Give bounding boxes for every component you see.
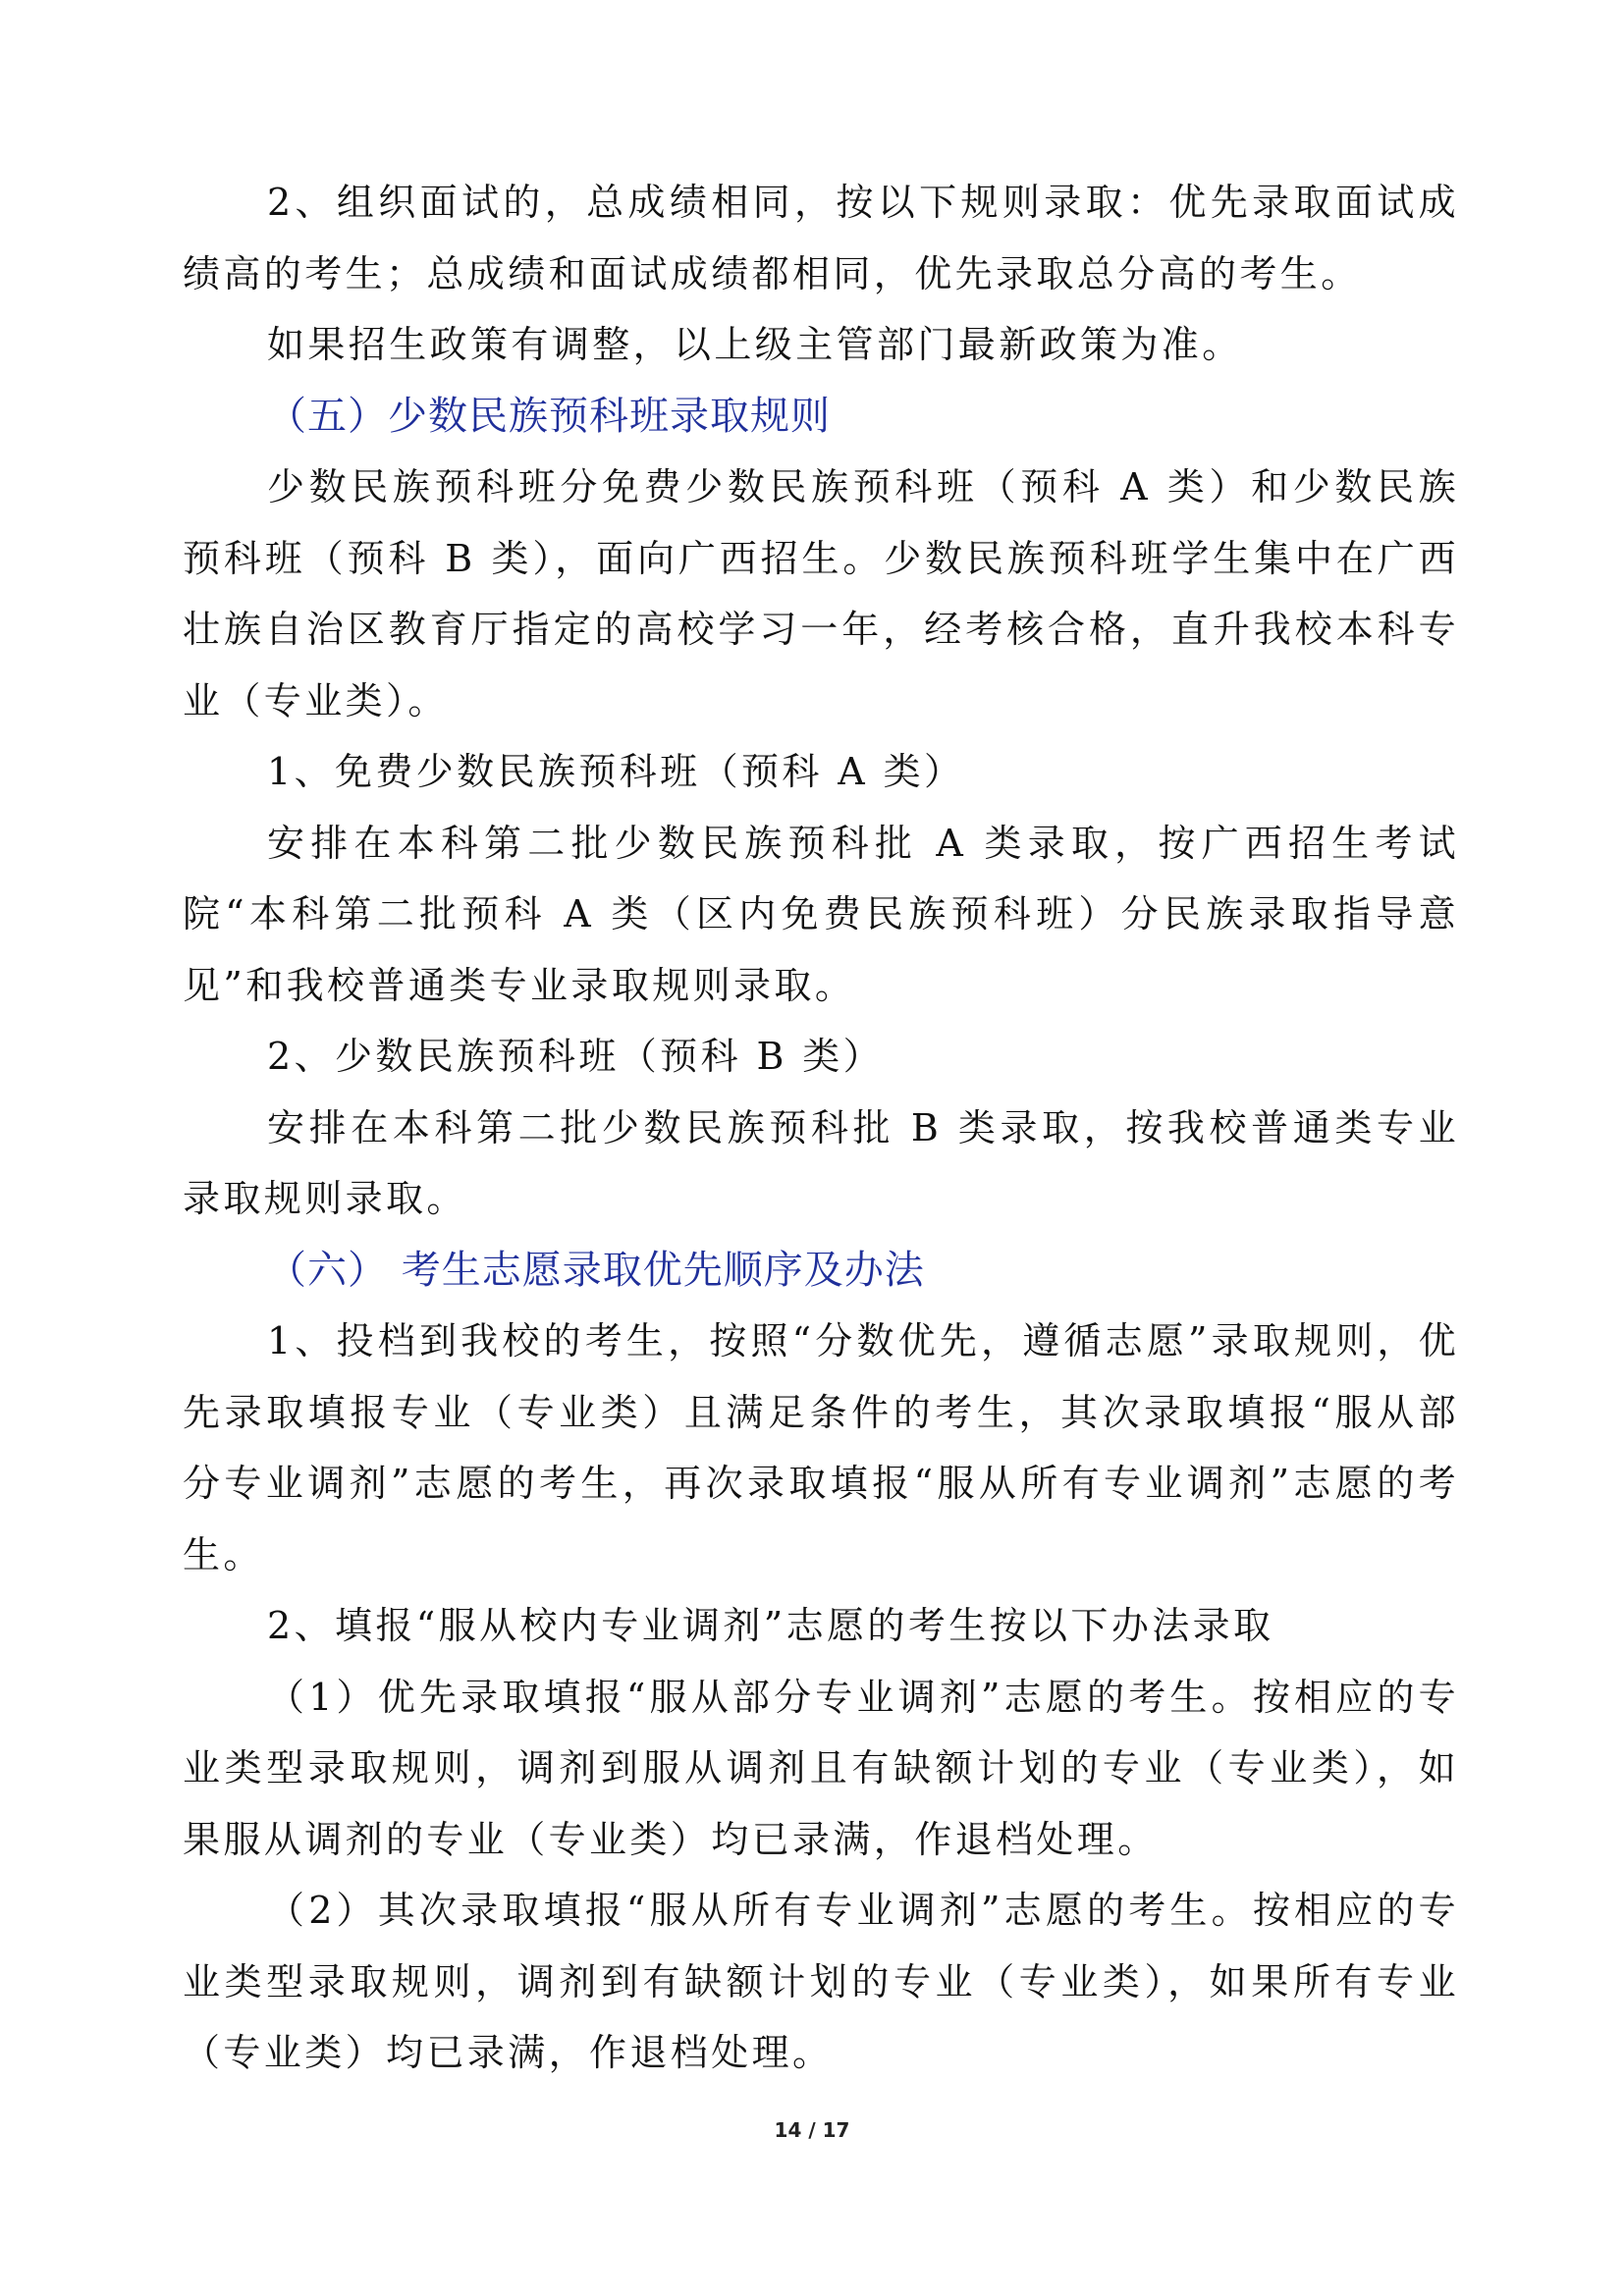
item-title-free-preparatory: 1、免费少数民族预科班（预科 A 类） — [267, 750, 965, 793]
paragraph-full-adjustment: （2）其次录取填报“服从所有专业调剂”志愿的考生。按相应的专业类型录取规则，调剂到有缺额计划的专业（专业类），如果所有专业（专业类）均已录满，作退档处理。 — [183, 1889, 1459, 2074]
section-heading-preparatory: （五）少数民族预科班录取规则 — [267, 393, 831, 439]
paragraph-policy-note: 如果招生政策有调整，以上级主管部门最新政策为准。 — [267, 323, 1243, 366]
page-content — [183, 167, 1459, 2089]
paragraph-preparatory-b: 安排在本科第二批少数民族预科批 B 类录取，按我校普通类专业录取规则录取。 — [183, 1105, 1459, 1220]
item-title-preparatory-b: 2、少数民族预科班（预科 B 类） — [267, 1035, 885, 1078]
paragraph-priority-rule: 1、投档到我校的考生，按照“分数优先，遵循志愿”录取规则，优先录取填报专业（专业类）且满足条件的考生，其次录取填报“服从部分专业调剂”志愿的考生，再次录取填报“服从所有专业调剂”志愿的考生。 — [183, 1319, 1459, 1576]
item-title-adjustment: 2、填报“服从校内专业调剂”志愿的考生按以下办法录取 — [267, 1604, 1274, 1647]
paragraph-interview-tiebreak: 2、组织面试的，总成绩相同，按以下规则录取：优先录取面试成绩高的考生；总成绩和面试成绩都相同，优先录取总分高的考生。 — [183, 181, 1459, 295]
page-number: 14 / 17 — [774, 2118, 850, 2142]
paragraph-preparatory-intro: 少数民族预科班分免费少数民族预科班（预科 A 类）和少数民族预科班（预科 B 类），面向广西招生。少数民族预科班学生集中在广西壮族自治区教育厅指定的高校学习一年，经考核合格，直升我校本科专业（专业类）。 — [183, 465, 1459, 722]
paragraph-free-preparatory: 安排在本科第二批少数民族预科批 A 类录取，按广西招生考试院“本科第二批预科 A 类（区内免费民族预科班）分民族录取指导意见”和我校普通类专业录取规则录取。 — [183, 821, 1459, 1007]
paragraph-partial-adjustment: （1）优先录取填报“服从部分专业调剂”志愿的考生。按相应的专业类型录取规则，调剂到服从调剂且有缺额计划的专业（专业类），如果服从调剂的专业（专业类）均已录满，作退档处理。 — [183, 1675, 1459, 1861]
section-heading-priority: （六） 考生志愿录取优先顺序及办法 — [267, 1247, 925, 1293]
